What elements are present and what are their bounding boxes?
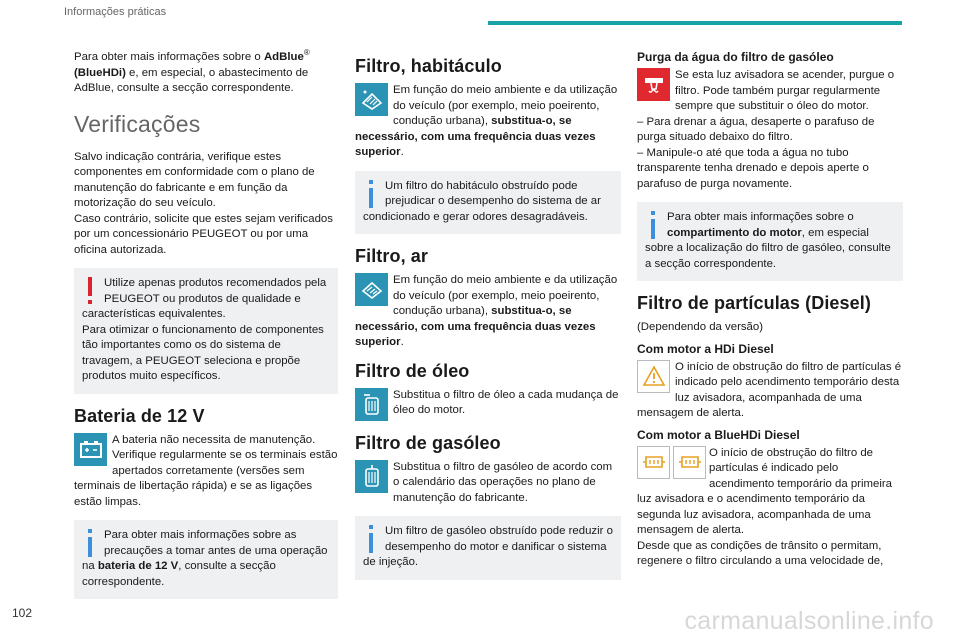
purga-info-box: Para obter mais informações sobre o compartimento do motor, em especial sobre a localização do filtro de gasóleo, consulte a secção correspondente. xyxy=(637,202,903,281)
adblue-intro: Para obter mais informações sobre o AdBlue® (BlueHDi) e, em especial, o abastecimento de AdBlue, consulte a secção correspondente. xyxy=(74,48,310,94)
fuel-filter-icon xyxy=(355,460,388,493)
page-number: 102 xyxy=(12,606,33,620)
oil-filter-icon xyxy=(355,388,388,421)
header-accent-bar xyxy=(488,21,902,25)
heading-filtro-habitaculo: Filtro, habitáculo xyxy=(355,56,502,76)
purga-step-2: – Manipule-o até que toda a água no tubo transparente tenha drenado e depois aperte o parafuso de purga novamente. xyxy=(637,146,869,190)
particulas-note: (Dependendo da versão) xyxy=(637,321,764,333)
info-icon xyxy=(82,529,98,559)
cabin-info-box: Um filtro do habitáculo obstruído pode prejudicar o desempenho do sistema de ar condicionado e gerar odores desagradáveis. xyxy=(355,171,621,235)
heading-purga: Purga da água do filtro de gasóleo xyxy=(637,50,834,64)
battery-info-box: Para obter mais informações sobre as precauções a tomar antes de uma operação na bateria de 12 V, consulte a secção correspondente. xyxy=(74,520,338,599)
bluehdi-paragraph-2: Desde que as condições de trânsito o permitam, regenere o filtro circulando a uma velocidade de, xyxy=(637,539,884,567)
section-header: Informações práticas xyxy=(64,6,167,18)
particle-filter-icon-1 xyxy=(637,446,670,479)
column-1 xyxy=(74,50,338,611)
cabin-filter-paragraph: Em função do meio ambiente e da utilização do veículo (por exemplo, meio poeirento, condução urbana), substitua-o, se necessário, com uma frequência duas vezes superior. xyxy=(355,84,618,158)
watermark: carmanualsonline.info xyxy=(684,607,934,635)
air-filter-paragraph: Em função do meio ambiente e da utilização do veículo (por exemplo, meio poeirento, condução urbana), substitua-o, se necessário, com uma frequência duas vezes superior. xyxy=(355,274,618,348)
heading-bluehdi: Com motor a BlueHDi Diesel xyxy=(637,427,800,442)
purga-paragraph-1: Se esta luz avisadora se acender, purgue o filtro. Pode também purgar regularmente sempre que substituir o óleo do motor. xyxy=(675,69,895,112)
heading-verificacoes: Verificações xyxy=(74,110,201,137)
info-icon xyxy=(363,180,379,210)
verif-paragraph-2: Caso contrário, solicite que estes sejam verificados por um concessionário PEUGEOT ou por uma oficina autorizada. xyxy=(74,212,333,256)
heading-filtro-oleo: Filtro de óleo xyxy=(355,360,470,381)
oil-filter-paragraph: Substitua o filtro de óleo a cada mudança de óleo do motor. xyxy=(393,388,619,416)
verif-paragraph-1: Salvo indicação contrária, verifique estes componentes em conformidade com o plano de manutenção do fabricante e em função da motorização do seu veículo. xyxy=(74,150,315,209)
cabin-filter-icon xyxy=(355,83,388,116)
battery-icon xyxy=(74,433,107,466)
heading-filtro-gasoleo: Filtro de gasóleo xyxy=(355,432,501,453)
fuel-info-box: Um filtro de gasóleo obstruído pode reduzir o desempenho do motor e danificar o sistema de injeção. xyxy=(355,516,621,580)
warning-box: Utilize apenas produtos recomendados pela PEUGEOT ou produtos de qualidade e características equivalentes. Para otimizar o funcionamento de componentes tão importantes como os do sistema de travagem, a PEUGEOT seleciona e propõe produtos muito específicos. xyxy=(74,268,338,394)
battery-paragraph-2: Verifique regularmente se os terminais estão apertados corretamente (versões sem terminais de libertação rápida) e se as ligações estão limpas. xyxy=(74,449,338,508)
purga-step-1: – Para drenar a água, desaperte o parafuso de purga situado debaixo do filtro. xyxy=(637,115,875,143)
particle-filter-icon-2 xyxy=(673,446,706,479)
warning-icon xyxy=(82,277,98,307)
info-icon xyxy=(363,525,379,555)
battery-paragraph-1: A bateria não necessita de manutenção. xyxy=(112,433,316,446)
bluehdi-paragraph-1: O início de obstrução do filtro de partículas é indicado pelo acendimento temporário da primeira luz avisadora e o acendimento temporário da segunda luz avisadora, acompanhada de uma mensagem de alerta. xyxy=(637,446,892,536)
column-3 xyxy=(637,50,903,570)
fuel-filter-paragraph: Substitua o filtro de gasóleo de acordo com o calendário das operações no plano de manutenção do fabricante. xyxy=(393,460,613,504)
hdi-paragraph: O início de obstrução do filtro de partículas é indicado pelo acendimento temporário desta luz avisadora, acompanhada de uma mensagem de alerta. xyxy=(637,360,902,419)
air-filter-icon xyxy=(355,273,388,306)
info-icon xyxy=(645,211,661,241)
column-2 xyxy=(355,50,621,592)
warning-triangle-icon xyxy=(637,360,670,393)
heading-hdi: Com motor a HDi Diesel xyxy=(637,341,774,356)
heading-filtro-particulas: Filtro de partículas (Diesel) xyxy=(637,293,871,313)
water-in-fuel-warning-icon xyxy=(637,68,670,101)
heading-filtro-ar: Filtro, ar xyxy=(355,246,429,266)
heading-bateria: Bateria de 12 V xyxy=(74,405,205,426)
